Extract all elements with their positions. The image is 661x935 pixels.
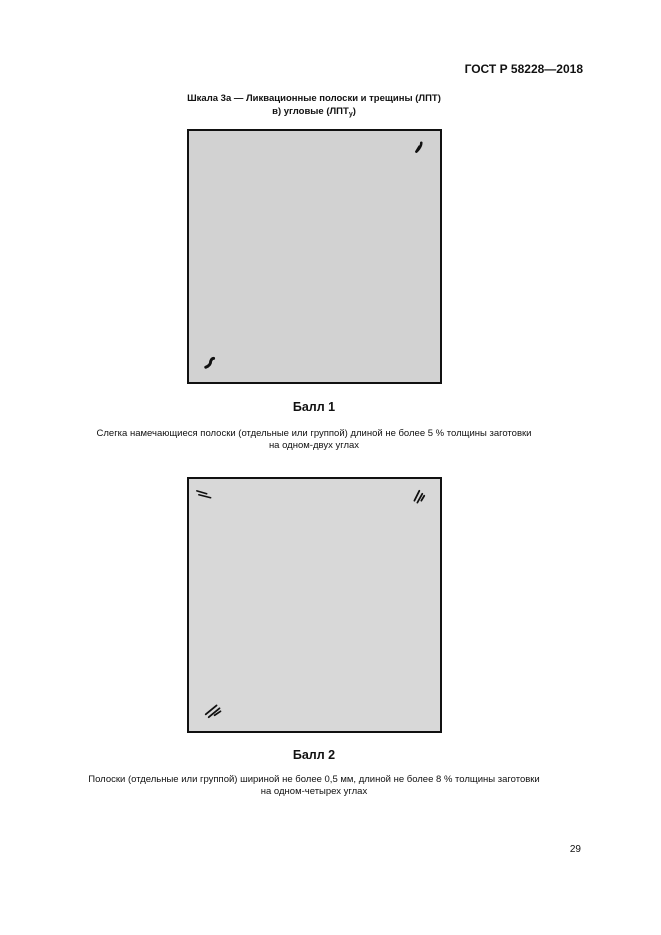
corner-cracks-top-left	[197, 491, 211, 498]
scale-title-line1: Шкала 3а — Ликвационные полоски и трещины (ЛПТ)	[187, 93, 441, 104]
specimen-1-drawing	[189, 131, 440, 382]
grade-1-description-line1: Слегка намечающиеся полоски (отдельные или группой) длиной не более 5 % толщины заготовки	[96, 428, 532, 439]
corner-crack-bottom-left	[206, 358, 214, 367]
page-number: 29	[569, 844, 581, 855]
specimen-image-grade-1	[187, 129, 442, 384]
corner-crack-top-right	[416, 143, 421, 152]
grade-2-description-line1: Полоски (отдельные или группой) шириной не более 0,5 мм, длиной не более 8 % толщины заготовки	[88, 774, 540, 785]
grade-1-label: Балл 1	[292, 400, 336, 414]
standard-number: ГОСТ Р 58228—2018	[464, 62, 583, 76]
scale-title-subscript: у	[348, 111, 353, 118]
specimen-2-drawing	[189, 479, 440, 731]
scale-title-line2	[0, 105, 628, 121]
grade-2-description-line2: на одном-четырех углах	[260, 786, 368, 797]
grade-1-description	[0, 428, 628, 452]
scale-title-line2-prefix: в) угловые (ЛПТ	[272, 106, 349, 117]
specimen-image-grade-2	[187, 477, 442, 733]
corner-cracks-top-right	[414, 491, 424, 503]
grade-2-label: Балл 2	[292, 748, 336, 762]
corner-cracks-bottom-left	[206, 705, 221, 717]
grade-1-description-line2: на одном-двух углах	[268, 440, 360, 451]
grade-2-description	[0, 774, 628, 798]
scale-title	[0, 92, 628, 121]
scale-title-line2-suffix: )	[352, 106, 356, 117]
